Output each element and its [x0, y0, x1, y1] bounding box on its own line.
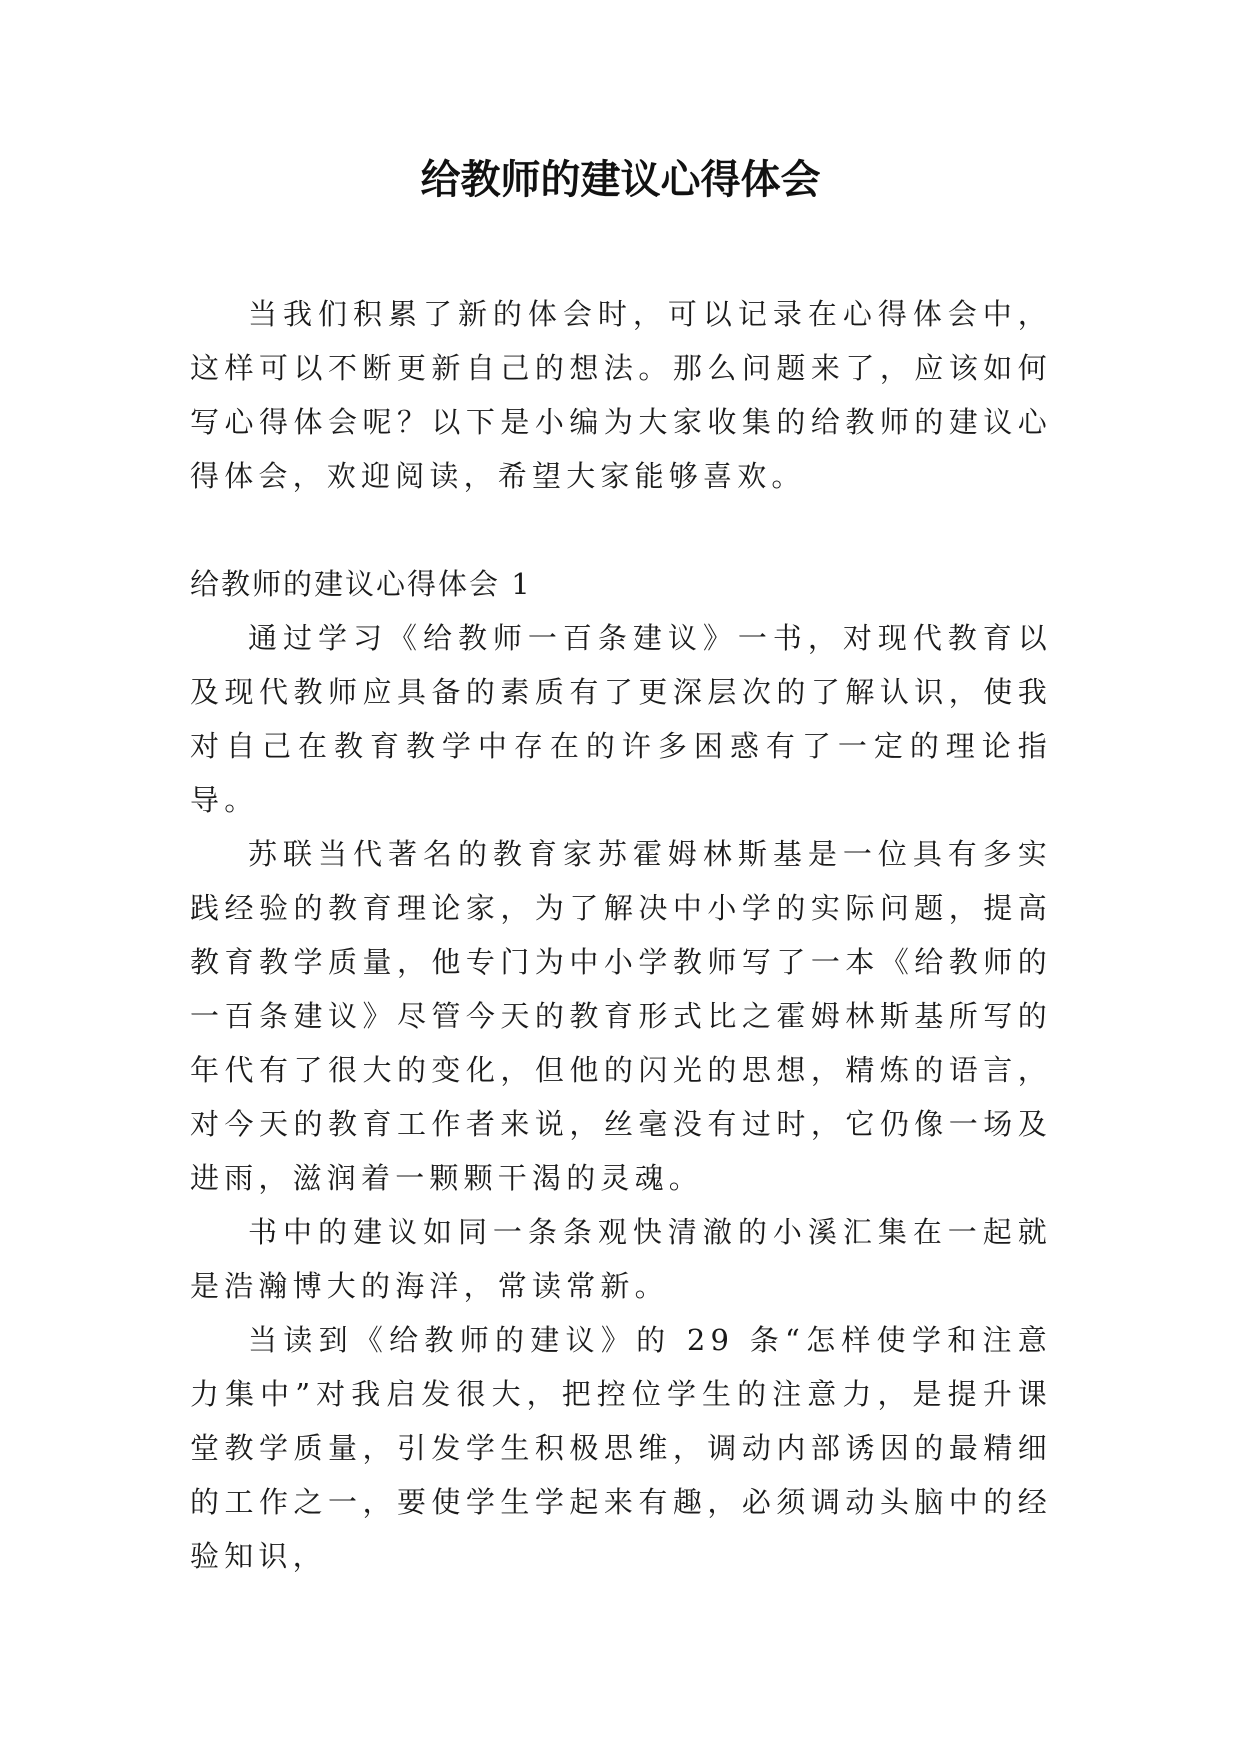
document-body [190, 287, 1052, 1583]
body-paragraph: 书中的建议如同一条条观快清澈的小溪汇集在一起就是浩瀚博大的海洋，常读常新。 [190, 1215, 1052, 1303]
body-paragraph: 通过学习《给教师一百条建议》一书，对现代教育以及现代教师应具备的素质有了更深层次的了解认识，使我对自己在教育教学中存在的许多困惑有了一定的理论指导。 [190, 621, 1052, 817]
body-paragraph: 苏联当代著名的教育家苏霍姆林斯基是一位具有多实践经验的教育理论家，为了解决中小学的实际问题，提高教育教学质量，他专门为中小学教师写了一本《给教师的一百条建议》尽管今天的教育形式比之霍姆林斯基所写的年代有了很大的变化，但他的闪光的思想，精炼的语言，对今天的教育工作者来说，丝毫没有过时，它仍像一场及进雨，滋润着一颗颗干渴的灵魂。 [190, 837, 1052, 1195]
intro-paragraph: 当我们积累了新的体会时，可以记录在心得体会中，这样可以不断更新自己的想法。那么问题来了，应该如何写心得体会呢？以下是小编为大家收集的给教师的建议心得体会，欢迎阅读，希望大家能够喜欢。 [190, 297, 1052, 493]
body-paragraph: 当读到《给教师的建议》的 29 条“怎样使学和注意力集中”对我启发很大，把控位学生的注意力，是提升课堂教学质量，引发学生积极思维，调动内部诱因的最精细的工作之一，要使学生学起来有趣，必须调动头脑中的经验知识， [190, 1323, 1052, 1573]
document-title: 给教师的建议心得体会 [420, 157, 821, 203]
section-heading: 给教师的建议心得体会 1 [190, 567, 532, 601]
